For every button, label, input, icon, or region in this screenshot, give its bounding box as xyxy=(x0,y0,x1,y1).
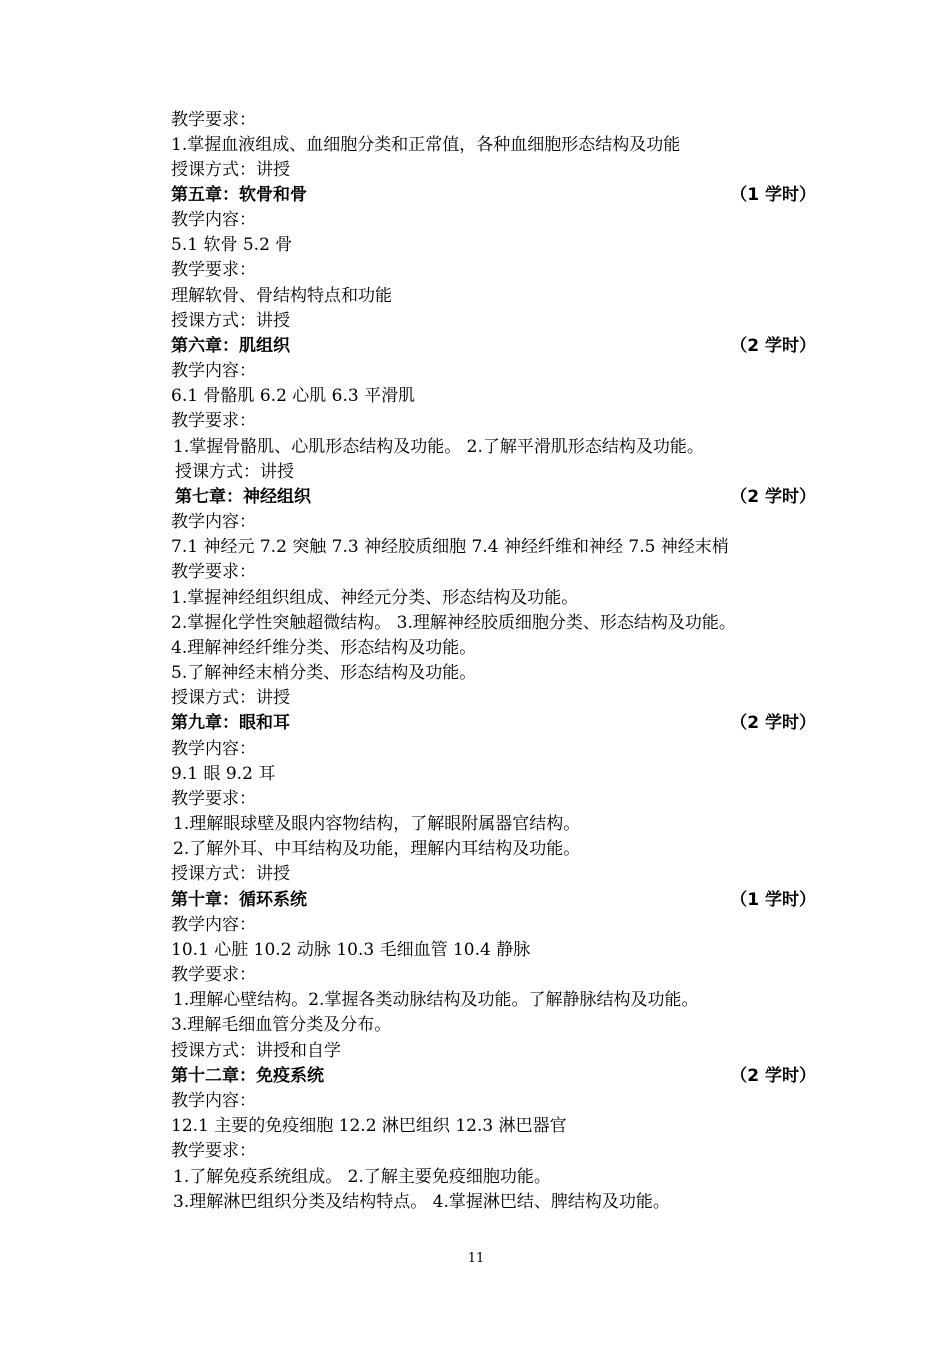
chapter-hours: （2 学时） xyxy=(730,336,816,356)
text-line: 理解软骨、骨结构特点和功能 xyxy=(171,286,392,306)
chapter-hours: （2 学时） xyxy=(730,487,816,507)
text-line: 授课方式：讲授 xyxy=(171,688,290,708)
text-line: 5.了解神经末梢分类、形态结构及功能。 xyxy=(171,663,477,683)
text-line: 授课方式：讲授 xyxy=(171,160,290,180)
text-line: 1.掌握神经组织组成、神经元分类、形态结构及功能。 xyxy=(171,588,579,608)
chapter-hours: （2 学时） xyxy=(730,1066,816,1086)
chapter-hours: （1 学时） xyxy=(730,185,816,205)
text-line: 教学要求： xyxy=(171,260,256,280)
text-line: 教学内容： xyxy=(171,512,256,532)
text-line: 教学要求： xyxy=(171,1141,256,1161)
text-line: 3.理解淋巴组织分类及结构特点。 4.掌握淋巴结、脾结构及功能。 xyxy=(173,1192,670,1212)
chapter-heading: 第十二章：免疫系统 xyxy=(171,1066,324,1086)
text-line: 授课方式：讲授 xyxy=(175,462,294,482)
text-line: 教学内容： xyxy=(171,1091,256,1111)
text-line: 1.掌握骨骼肌、心肌形态结构及功能。 2.了解平滑肌形态结构及功能。 xyxy=(173,437,704,457)
text-line: 教学内容： xyxy=(171,915,256,935)
text-line: 1.理解眼球壁及眼内容物结构，了解眼附属器官结构。 xyxy=(173,814,581,834)
chapter-heading: 第五章：软骨和骨 xyxy=(171,185,307,205)
text-line: 6.1 骨骼肌 6.2 心肌 6.3 平滑肌 xyxy=(171,386,416,406)
text-line: 教学内容： xyxy=(171,361,256,381)
text-line: 1.理解心壁结构。2.掌握各类动脉结构及功能。了解静脉结构及功能。 xyxy=(173,990,699,1010)
text-line: 2.了解外耳、中耳结构及功能，理解内耳结构及功能。 xyxy=(173,839,581,859)
text-line: 3.理解毛细血管分类及分布。 xyxy=(171,1015,392,1035)
text-line: 2.掌握化学性突触超微结构。 3.理解神经胶质细胞分类、形态结构及功能。 xyxy=(171,613,736,633)
text-line: 7.1 神经元 7.2 突触 7.3 神经胶质细胞 7.4 神经纤维和神经 7.5 神经末梢 xyxy=(171,537,729,557)
chapter-hours: （1 学时） xyxy=(730,890,816,910)
text-line: 授课方式：讲授 xyxy=(171,864,290,884)
text-line: 4.理解神经纤维分类、形态结构及功能。 xyxy=(171,638,477,658)
text-line: 9.1 眼 9.2 耳 xyxy=(171,764,276,784)
chapter-hours: （2 学时） xyxy=(730,713,816,733)
text-line: 教学要求： xyxy=(171,110,256,130)
text-line: 授课方式：讲授和自学 xyxy=(171,1041,341,1061)
text-line: 授课方式：讲授 xyxy=(171,311,290,331)
text-line: 教学要求： xyxy=(171,789,256,809)
text-line: 12.1 主要的免疫细胞 12.2 淋巴组织 12.3 淋巴器官 xyxy=(171,1116,567,1136)
text-line: 教学内容： xyxy=(171,210,256,230)
text-line: 5.1 软骨 5.2 骨 xyxy=(171,235,293,255)
text-line: 教学要求： xyxy=(171,965,256,985)
text-line: 教学要求： xyxy=(171,562,256,582)
text-line: 1.了解免疫系统组成。 2.了解主要免疫细胞功能。 xyxy=(173,1167,551,1187)
text-line: 10.1 心脏 10.2 动脉 10.3 毛细血管 10.4 静脉 xyxy=(171,940,531,960)
text-line: 教学内容： xyxy=(171,739,256,759)
chapter-heading: 第十章：循环系统 xyxy=(171,890,307,910)
chapter-heading: 第七章：神经组织 xyxy=(175,487,311,507)
text-line: 教学要求： xyxy=(171,411,256,431)
chapter-heading: 第六章：肌组织 xyxy=(171,336,290,356)
chapter-heading: 第九章：眼和耳 xyxy=(171,713,290,733)
text-line: 1.掌握血液组成、血细胞分类和正常值，各种血细胞形态结构及功能 xyxy=(171,135,681,155)
page-number: 11 xyxy=(467,1251,485,1266)
